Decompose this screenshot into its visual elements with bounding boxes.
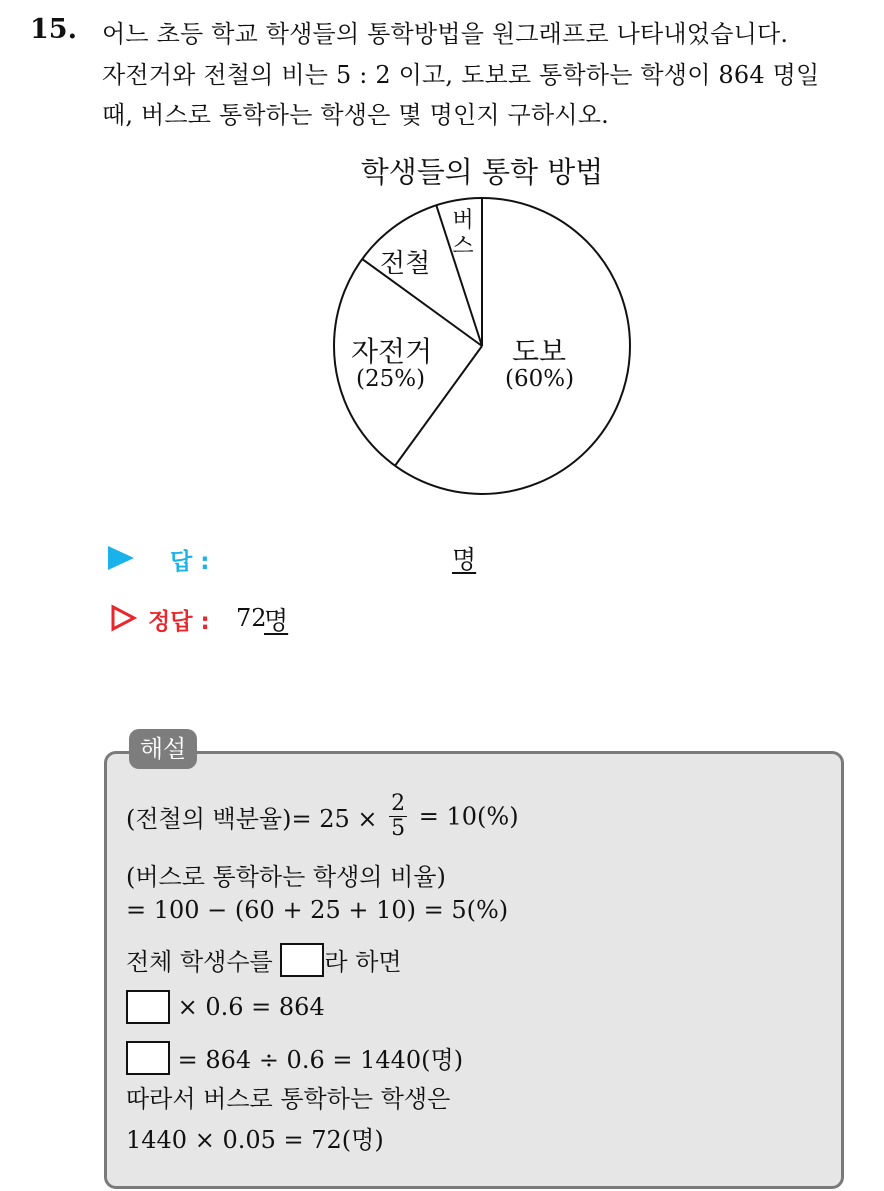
answer-label: 답 : xyxy=(170,549,210,575)
solution-line-2: (버스로 통학하는 학생의 비율) xyxy=(126,863,446,891)
slice-label-walk: 도보 xyxy=(512,335,567,368)
solution-tag: 해설 xyxy=(129,729,197,769)
slice-label-bus xyxy=(448,208,478,260)
blank-box xyxy=(280,943,324,977)
solution-line-6-suffix: = 864 ÷ 0.6 = 1440(명) xyxy=(177,1046,464,1074)
answer-unit: 명 xyxy=(452,545,477,574)
correct-unit: 명 xyxy=(264,606,289,635)
solution-line-4 xyxy=(126,942,402,977)
fraction xyxy=(389,792,407,841)
blank-box xyxy=(126,990,170,1024)
solution-line-8: 1440 × 0.05 = 72(명) xyxy=(126,1126,384,1154)
fraction-numerator: 2 xyxy=(391,791,406,816)
solution-line-1-suffix: = 10(%) xyxy=(418,802,519,831)
slice-label-bicycle: 자전거 xyxy=(351,335,433,368)
solution-line-7: 따라서 버스로 통학하는 학생은 xyxy=(126,1085,451,1113)
correct-value: 72 xyxy=(236,604,267,632)
correct-label: 정답 : xyxy=(148,609,210,635)
solution-line-4-prefix: 전체 학생수를 xyxy=(126,948,273,976)
chart-title: 학생들의 통학 방법 xyxy=(360,155,604,189)
question-text-line-3: 때, 버스로 통학하는 학생은 몇 명인지 구하시오. xyxy=(102,101,609,129)
correct-arrow-icon xyxy=(110,604,138,632)
question-text-line-2: 자전거와 전철의 비는 5 : 2 이고, 도보로 통학하는 학생이 864 명일 xyxy=(102,61,820,89)
solution-line-4-suffix: 라 하면 xyxy=(324,948,402,976)
blank-box xyxy=(126,1041,170,1075)
question-number: 15. xyxy=(30,14,77,45)
question-text-line-1: 어느 초등 학교 학생들의 통학방법을 원그래프로 나타내었습니다. xyxy=(102,20,789,48)
slice-label-subway: 전철 xyxy=(380,249,431,279)
solution-line-1-prefix: (전철의 백분율)= 25 × xyxy=(126,805,378,833)
solution-line-3: = 100 − (60 + 25 + 10) = 5(%) xyxy=(126,896,509,924)
solution-line-5 xyxy=(126,990,325,1024)
fraction-denominator: 5 xyxy=(391,816,406,841)
solution-line-1 xyxy=(126,792,519,841)
answer-arrow-icon xyxy=(108,546,134,570)
solution-line-5-suffix: × 0.6 = 864 xyxy=(177,993,325,1021)
slice-pct-bicycle: (25%) xyxy=(356,366,426,392)
solution-line-6 xyxy=(126,1040,463,1075)
slice-pct-walk: (60%) xyxy=(505,366,575,392)
slice-label-bus-char: 스 xyxy=(452,234,474,259)
slice-label-bus-char: 버 xyxy=(452,208,474,233)
